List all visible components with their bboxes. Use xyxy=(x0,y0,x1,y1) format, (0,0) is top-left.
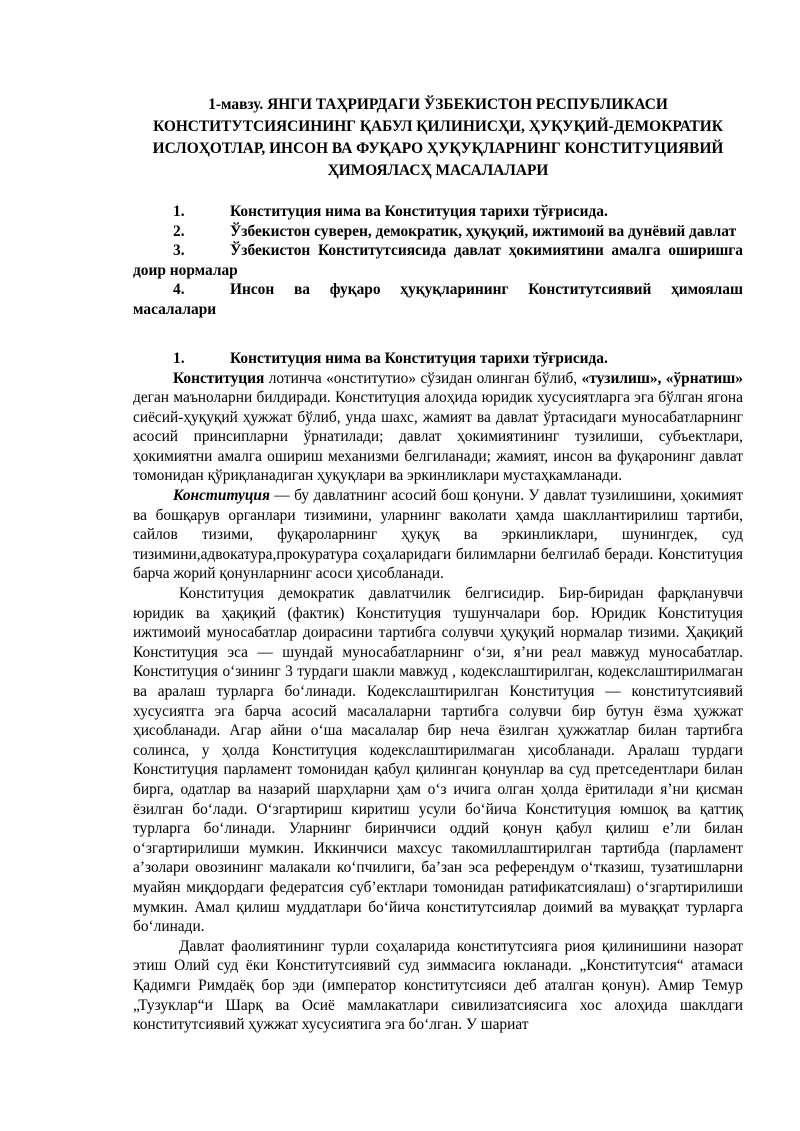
topic-outline xyxy=(133,202,743,319)
paragraph-text: деган маъноларни билдиради. Конституция алоҳида юридик хусусиятларга эга бўлган ягона сиёсий-ҳуқуқий ҳужжат бўлиб, унда шахс, жамият ва давлат ўртасидаги муносабатларнинг асосий принсипларни ўрнатилади; давлат ҳокимиятининг тузилиши, субъектлари, ҳокимиятни амалга ошириш механизми белгиланади; жамият, инсон ва фуқаронинг давлат томонидан қўриқланадиган ҳуқуқлари ва эркинликлари мустаҳкамланади. xyxy=(133,389,743,485)
outline-item-number: 4. xyxy=(173,281,185,298)
outline-item-number: 1. xyxy=(173,203,185,220)
section-heading xyxy=(133,349,743,369)
paragraph-types: Конституция демократик давлатчилик белгисидир. Бир-биридан фарқланувчи юридик ва ҳақиқий (фактик) Конституция тушунчалари бор. Юридик Конституция ижтимоий муносабатлар доирасини тартибга солувчи ҳуқуқий нормалар тизими. Ҳақиқий Конституция эса — шундай муносабатларнинг о‘зи, я’ни реал мавжуд муносабатлар. Конституция о‘зининг 3 турдаги шакли мавжуд , кодекслаштирилган, кодекслаштирилмаган ва аралаш турларга бо‘линади. Кодекслаштирилган Конституция — конститутсиявий хусусиятга эга барча асосий масалаларни тартибга солувчи бир бутун ёзма ҳужжат ҳисобланади. Агар айни о‘ша масалалар бир неча ёзилган ҳужжатлар билан тартибга солинса, у ҳолда Конституция кодекслаштирилмаган ҳисобланади. Аралаш турдаги Конституция парламент томонидан қабул қилинган қонунлар ва суд претседентлари билан бирга, одатлар ва назарий шарҳларни ҳам о‘з ичига олган ҳолда ёритилади я’ни қисман ёзилган бо‘лади. О‘згартириш киритиш усули бо‘йича Конституция юмшоқ ва қаттиқ турларга бо‘линади. Уларнинг биринчиси оддий қонун қабул қилиш е’ли билан о‘згартирилиши мумкин. Иккинчиси махсус такомиллаштирилган тартибда (парламент а’золари овозининг малакали ко‘пчилиги, ба’зан эса референдум о‘тказиш, тузатишларни муайян миқдордаги федератсия суб’ектлари томонидан ратификатсиялаш) о‘згартирилиши мумкин. Амал қилиш муддатлари бо‘йича конститутсиялар доимий ва муваққат турларга бо‘линади. xyxy=(133,585,743,936)
document-title: 1-мавзу. ЯНГИ ТАҲРИРДАГИ ЎЗБЕКИСТОН РЕСПУБЛИКАСИ КОНСТИТУТСИЯСИНИНГ ҚАБУЛ ҚИЛИНИСҲИ, ҲУҚУҚИЙ-ДЕМОКРАТИК ИСЛОҲОТЛАР, ИНСОН ВА ФУҚАРО ҲУҚУҚЛАРНИНГ КОНСТИТУЦИЯВИЙ ҲИМОЯЛАСҲ МАСАЛАЛАРИ xyxy=(152,96,724,179)
outline-item-number: 2. xyxy=(173,222,185,240)
outline-item-text: Инсон ва фуқаро ҳуқуқларининг Конститутсиявий ҳимоялаш масалалари xyxy=(133,281,743,318)
outline-item-number: 3. xyxy=(173,242,185,259)
outline-item-text: Ўзбекистон Конститутсиясида давлат ҳокимиятини амалга оширишга доир нормалар xyxy=(133,242,743,279)
outline-item xyxy=(133,280,743,319)
outline-item xyxy=(133,202,743,222)
outline-item-text: Ўзбекистон суверен, демократик, ҳуқуқий, ижтимоий ва дунёвий давлат xyxy=(230,222,737,240)
outline-item-text: Конституция нима ва Конституция тарихи тўғрисида. xyxy=(230,203,608,220)
term-konstitutsiya: Конституция xyxy=(173,369,265,387)
outline-item xyxy=(133,241,743,280)
paragraph-basic-law xyxy=(133,486,743,584)
paragraph-definition xyxy=(133,369,743,487)
paragraph-text: — бу давлатнинг асосий бош қонуни. У давлат тузилишини, ҳокимият ва бошқарув органлари тизимини, уларнинг ваколати ҳамда шакллантирилиш тартиби, сайлов тизими, фуқароларнинг ҳуқуқ ва эркинликлари, шунингдек, суд тизимини,адвокатура,прокуратура соҳаларидаги билимларни белгилаб беради. Конституция барча жорий қонунларнинг асоси ҳисобланади. xyxy=(133,487,743,583)
section-title: Конституция нима ва Конституция тарихи тўғрисида. xyxy=(230,350,608,367)
document-page xyxy=(133,94,743,1035)
paragraph-history: Давлат фаолиятининг турли соҳаларида конститутсияга риоя қилинишини назорат этиш Олий суд ёки Конститутсиявий суд зиммасига юкланади. „Конститутсия“ атамаси Қадимги Римдаёқ бор эди (император конститутсияси деб аталган қонун). Амир Темур „Тузуклар“и Шарқ ва Осиё мамлакатлари сивилизатсиясига хос алоҳида шаклдаги конститутсиявий ҳужжат хусусиятига эга бо‘лган. У шариат xyxy=(133,937,743,1034)
term-konstitutsiya-italic: Конституция xyxy=(173,487,270,505)
term-meanings: «тузилиш», «ўрнатиш» xyxy=(581,369,743,387)
outline-item xyxy=(133,222,743,242)
paragraph-text: лотинча «онститутио» сўзидан олинган бўлиб, xyxy=(264,369,582,387)
section-number: 1. xyxy=(173,350,185,367)
